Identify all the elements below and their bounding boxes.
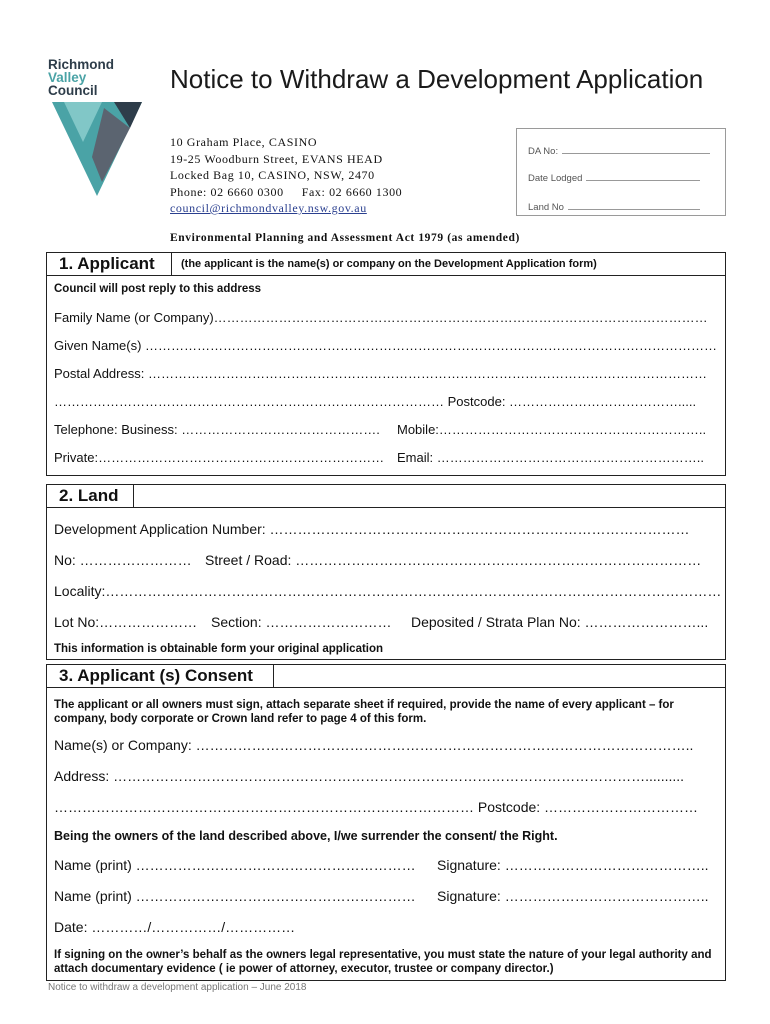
address-line: 10 Graham Place, CASINO: [170, 135, 318, 149]
consent-address-field[interactable]: Address: ……………………………………………………………………………………………………..........: [54, 768, 685, 784]
council-logo-text: [48, 58, 114, 97]
section-consent: [46, 664, 726, 981]
land-info-note: This information is obtainable form your original application: [54, 643, 384, 655]
locality-field[interactable]: Locality:……………………………………………………………………………………………………………………: [54, 583, 722, 599]
land-no-label: Land No: [528, 202, 564, 213]
signature-field-1[interactable]: Signature: ……………………………………..: [437, 857, 709, 873]
consent-names-field[interactable]: Name(s) or Company: ……………………………………………………………………………………………..: [54, 737, 694, 753]
section-3-header: [47, 665, 725, 688]
section-1-heading: 1. Applicant: [59, 254, 155, 273]
contact-line: [170, 184, 402, 201]
address-line: Locked Bag 10, CASINO, NSW, 2470: [170, 168, 375, 182]
council-email-link[interactable]: council@richmondvalley.nsw.gov.au: [170, 201, 367, 215]
postal-address-continued-field[interactable]: ……………………………………………………………………………… Postcode: ………………………………….....: [54, 394, 697, 409]
street-road-field[interactable]: Street / Road: ……………………………………………………………………………: [205, 552, 702, 568]
act-reference: Environmental Planning and Assessment Act 1979 (as amended): [170, 232, 520, 244]
post-reply-note: Council will post reply to this address: [54, 283, 262, 295]
date-lodged-label: Date Lodged: [528, 173, 583, 184]
date-lodged-field[interactable]: [528, 171, 700, 184]
logo-line-2: Valley: [48, 70, 87, 85]
section-2-header: [47, 485, 725, 508]
mobile-field[interactable]: Mobile:……………………………………………………..: [397, 422, 707, 437]
section-1-note: (the applicant is the name(s) or company on the Development Application form): [181, 258, 597, 270]
office-use-box: [516, 128, 726, 216]
family-name-field[interactable]: Family Name (or Company)……………………………………………………………………………………………………: [54, 310, 708, 325]
name-print-field-2[interactable]: Name (print) ……………………………………………………: [54, 888, 416, 904]
private-phone-field[interactable]: Private:…………………………………………………………: [54, 450, 385, 465]
address-line: 19-25 Woodburn Street, EVANS HEAD: [170, 151, 383, 166]
consent-intro: The applicant or all owners must sign, attach separate sheet if required, provide the name of every applicant – for company, body corporate or Crown land refer to page 4 of this form.: [54, 699, 674, 725]
da-no-label: DA No:: [528, 146, 559, 157]
consent-address-continued-field[interactable]: ……………………………………………………………………………… Postcode: ……………………………: [54, 799, 699, 815]
street-no-field[interactable]: No: ……………………: [54, 552, 192, 568]
email-field[interactable]: Email: ……………………………………………………..: [397, 450, 704, 465]
land-no-field[interactable]: [528, 200, 700, 213]
date-field[interactable]: Date: …………/……………/……………: [54, 919, 296, 935]
da-number-field[interactable]: Development Application Number: ………………………………………………………………………………: [54, 521, 690, 537]
section-no-field[interactable]: Section: ………………………: [211, 614, 392, 630]
council-logo-mark: [52, 102, 142, 196]
section-3-heading: 3. Applicant (s) Consent: [59, 666, 253, 685]
section-applicant: [46, 252, 726, 476]
page-footer: Notice to withdraw a development application – June 2018: [48, 982, 307, 993]
logo-line-1: Richmond: [48, 57, 114, 72]
da-no-field[interactable]: [528, 144, 710, 157]
page-title: Notice to Withdraw a Development Application: [170, 64, 704, 94]
telephone-business-field[interactable]: Telephone: Business: ……………………………………….: [54, 422, 380, 437]
section-2-heading: 2. Land: [59, 486, 119, 505]
signature-field-2[interactable]: Signature: ……………………………………..: [437, 888, 709, 904]
postal-address-field[interactable]: Postal Address: …………………………………………………………………………………………………………………: [54, 366, 707, 381]
name-print-field-1[interactable]: Name (print) ……………………………………………………: [54, 857, 416, 873]
phone-number: Phone: 02 6660 0300: [170, 184, 284, 199]
lot-no-field[interactable]: Lot No:…………………: [54, 614, 198, 630]
section-land: [46, 484, 726, 660]
legal-representative-note: If signing on the owner’s behalf as the owners legal representative, you must state the nature of your legal authority and attach documentary evidence ( ie power of attorney, executor, trustee or company director.): [54, 949, 712, 975]
fax-number: Fax: 02 6660 1300: [301, 184, 403, 199]
deposited-plan-field[interactable]: Deposited / Strata Plan No: ……………………...: [411, 614, 709, 630]
section-1-header: [47, 253, 725, 276]
logo-line-3: Council: [48, 83, 98, 98]
owners-statement: Being the owners of the land described above, I/we surrender the consent/ the Right.: [54, 829, 558, 843]
given-names-field[interactable]: Given Name(s) ……………………………………………………………………………………………………………………: [54, 338, 718, 353]
council-address: [170, 134, 402, 217]
